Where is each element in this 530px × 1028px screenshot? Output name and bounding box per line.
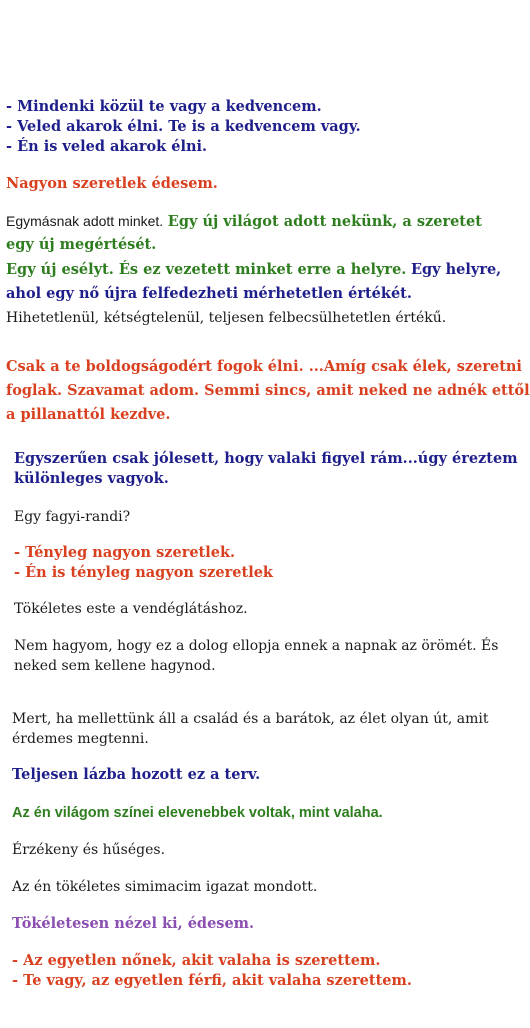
quote-line: Nem hagyom, hogy ez a dolog ellopja ennek a napnak az örömét. És [14,638,499,654]
quote-line: - Veled akarok élni. Te is a kedvencem vagy. [6,118,361,135]
paragraph-line [6,211,482,232]
quote-line: Tökéletes este a vendéglátáshoz. [14,601,248,617]
quote-line: Tökéletesen nézel ki, édesem. [12,915,255,932]
quote-line: Csak a te boldogságodért fogok élni. ...Amíg csak élek, szeretni [6,358,522,375]
text-segment: Egy új világot adott nekünk, a szeretet [167,213,482,230]
paragraph-line: ahol egy nő újra felfedezheti mérhetetlen értékét. [6,285,412,302]
text-segment: Egy új esélyt. És ez vezetett minket erre a helyre. [6,261,407,278]
quote-line: - Tényleg nagyon szeretlek. [14,544,236,561]
quote-line: a pillanattól kezdve. [6,406,171,423]
quote-line: Nagyon szeretlek édesem. [6,175,218,192]
quote-line: Mert, ha mellettünk áll a család és a barátok, az élet olyan út, amit [12,711,489,727]
text-segment: Egy helyre, [410,261,502,278]
quote-line: - Mindenki közül te vagy a kedvencem. [6,98,322,115]
quote-line: érdemes megtenni. [12,731,149,747]
quote-line: foglak. Szavamat adom. Semmi sincs, amit neked ne adnék ettől [6,382,530,399]
quote-line: Az én világom színei elevenebbek voltak, mint valaha. [12,805,383,821]
paragraph-line: Hihetetlenül, kétségtelenül, teljesen felbecsülhetetlen értékű. [6,310,447,326]
quote-line: Érzékeny és hűséges. [12,842,166,858]
quote-line: - Te vagy, az egyetlen férfi, akit valaha szerettem. [12,972,412,989]
text-segment: Egymásnak adott minket. [6,213,164,229]
quote-line: Teljesen lázba hozott ez a terv. [12,766,261,783]
quote-line: neked sem kellene hagynod. [14,658,216,674]
quote-line: - Én is veled akarok élni. [6,138,208,155]
paragraph-line [6,260,501,280]
quote-line: különleges vagyok. [14,470,169,487]
quote-line: - Az egyetlen nőnek, akit valaha is szerettem. [12,952,381,969]
paragraph-line: egy új megértését. [6,236,157,253]
quote-line: Egy fagyi-randi? [14,509,131,525]
quote-line: Az én tökéletes simimacim igazat mondott. [12,879,318,895]
quote-line: Egyszerűen csak jólesett, hogy valaki figyel rám...úgy éreztem [14,450,518,467]
quote-line: - Én is tényleg nagyon szeretlek [14,564,273,581]
